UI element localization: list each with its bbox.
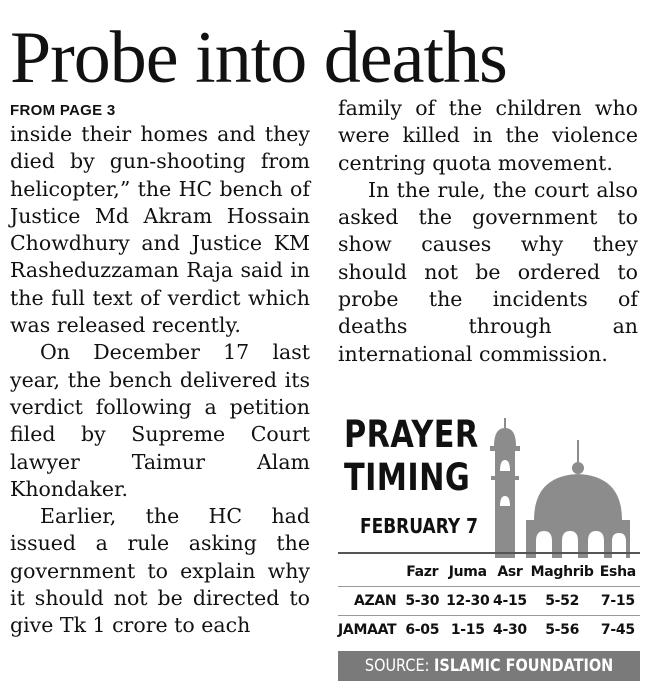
article-column-right: [338, 96, 638, 368]
col-header-esha: Esha: [599, 563, 636, 580]
source-bar: [338, 651, 640, 681]
time-cell: 5-56: [529, 615, 596, 644]
time-cell: 4-30: [491, 615, 528, 644]
row-label: JAMAAT: [338, 615, 400, 644]
col-header-asr: Asr: [497, 563, 523, 580]
time-cell: 4-15: [491, 586, 528, 615]
time-cell: 1-15: [444, 615, 491, 644]
time-cell: 12-30: [444, 586, 491, 615]
kicker: FROM PAGE 3: [10, 102, 116, 119]
prayer-timing-box: [338, 408, 640, 684]
paragraph-3: Earlier, the HC had issued a rule asking the government to explain why it should not be directed to give Tk 1 crore to each: [10, 504, 310, 638]
col-header-juma: Juma: [448, 563, 487, 580]
prayer-header-blank: [338, 558, 400, 586]
source-name: ISLAMIC FOUNDATION: [433, 656, 614, 676]
col-header-maghrib: Maghrib: [530, 563, 594, 580]
time-cell: 7-45: [596, 615, 640, 644]
paragraph-2: On December 17 last year, the bench delivered its verdict following a petition filed by Supreme Court lawyer Taimur Alam Khondaker.: [10, 340, 310, 501]
prayer-row-azan: [338, 586, 640, 615]
time-cell: 6-05: [400, 615, 444, 644]
prayer-title-line2: TIMING: [344, 456, 471, 499]
row-label: AZAN: [338, 586, 400, 615]
prayer-times-table: [338, 558, 640, 644]
time-cell: 5-52: [529, 586, 596, 615]
prayer-header-row: [338, 558, 640, 586]
col-header-fazr: Fazr: [406, 563, 439, 580]
article-column-left: [10, 101, 310, 640]
paragraph-4: family of the children who were killed in the violence centring quota movement.: [338, 96, 638, 175]
prayer-divider: [338, 552, 640, 554]
prayer-title-line1: PRAYER: [344, 413, 479, 456]
headline: Probe into deaths: [10, 17, 507, 99]
source-label: SOURCE:: [364, 656, 434, 676]
time-cell: 5-30: [400, 586, 444, 615]
prayer-date: FEBRUARY 7: [360, 514, 478, 538]
paragraph-1: inside their homes and they died by gun-shooting from helicopter,” the HC bench of Justice Md Akram Hossain Chowdhury and Justice KM Rasheduzzaman Raja said in the full text of verdict which was released recently.: [10, 122, 310, 338]
paragraph-5: In the rule, the court also asked the government to show causes why they should not be ordered to probe the incidents of deaths through an international commission.: [338, 177, 638, 366]
time-cell: 7-15: [596, 586, 640, 615]
prayer-row-jamaat: [338, 615, 640, 644]
mosque-icon: [488, 416, 638, 558]
